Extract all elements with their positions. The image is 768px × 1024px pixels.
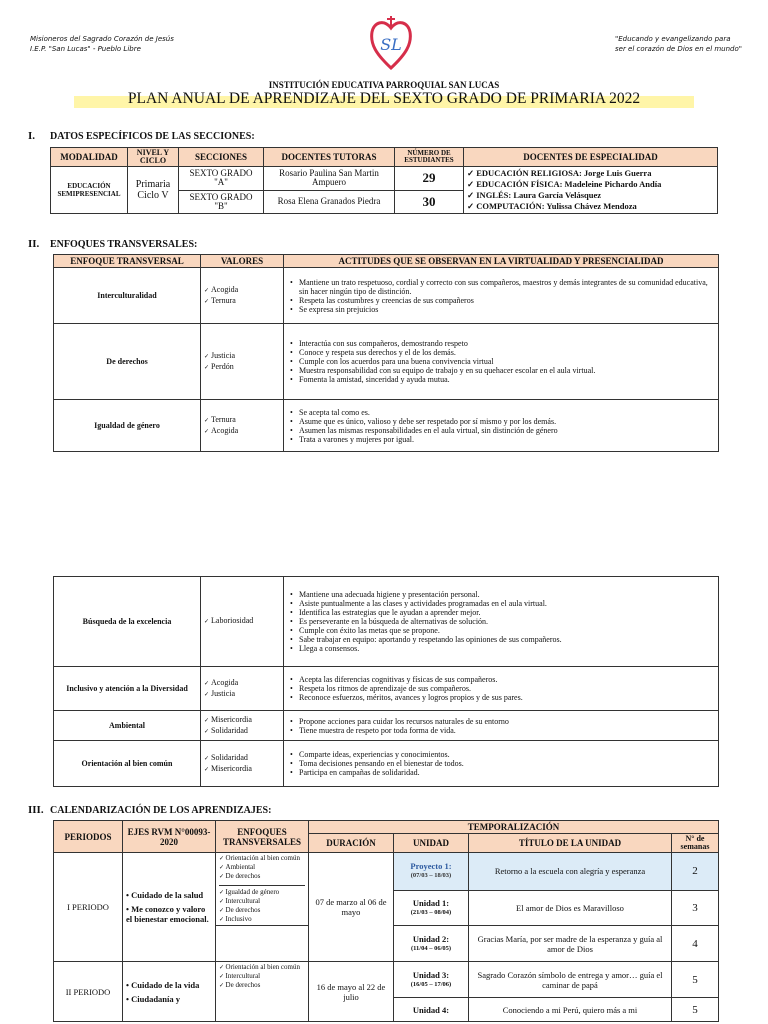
especialidad-fisica-text: EDUCACIÓN FÍSICA: Madeleine Pichardo Andía [476, 179, 662, 189]
enfoque-item: ✓ Inclusivo [219, 915, 305, 924]
actitudes-cell [284, 400, 719, 452]
valores-cell [201, 711, 284, 741]
enfoques-table-b [53, 576, 719, 787]
enfoque-interculturalidad: Interculturalidad [54, 268, 201, 324]
especialidad-computacion-text: COMPUTACIÓN: Yulissa Chávez Mendoza [476, 201, 637, 211]
school-motto-right [615, 34, 742, 54]
especialidad-religion: ✓ EDUCACIÓN RELIGIOSA: Jorge Luis Guerra [467, 168, 652, 178]
list-item: • Sabe trabajar en equipo: aportando y respetando las opiniones de sus compañeros. [299, 635, 715, 644]
calendar-table [53, 820, 719, 1022]
list-item: • Asumen las mismas responsabilidades en el aula virtual, sin distinción de género [299, 426, 715, 435]
col-especialidad: DOCENTES DE ESPECIALIDAD [464, 148, 718, 167]
unit-weeks: 2 [672, 853, 719, 891]
list-item: • Respeta las costumbres y creencias de sus compañeros [299, 296, 715, 305]
list-item: • Reconoce esfuerzos, méritos, avances y logros propios y de sus pares. [299, 693, 715, 702]
periodo-1-cell: I PERIODO [54, 853, 123, 962]
col-ejes: EJES RVM N°00093-2020 [123, 821, 216, 853]
valor-item: ✓ Laboriosidad [204, 616, 280, 627]
enfoque-item: ✓ Intercultural [219, 897, 305, 906]
list-item: • Acepta las diferencias cognitivas y físicas de sus compañeros. [299, 675, 715, 684]
unit-cell: Unidad 4: [394, 998, 469, 1022]
especialidad-ingles-text: INGLÉS: Laura García Velásquez [476, 190, 602, 200]
actitudes-cell [284, 741, 719, 787]
col-duracion: DURACIÓN [309, 834, 394, 853]
periodo-2-cell: II PERIODO [54, 962, 123, 1022]
plan-title: PLAN ANUAL DE APRENDIZAJE DEL SEXTO GRADO DE PRIMARIA 2022 [74, 90, 694, 108]
eje-item: • Me conozco y valoro el bienestar emocional. [126, 904, 212, 924]
calendar-header-row-1 [54, 821, 719, 834]
enfoques-header-row [54, 255, 719, 268]
col-secciones: SECCIONES [179, 148, 264, 167]
unit-weeks: 3 [672, 890, 719, 925]
list-item: • Llega a consensos. [299, 644, 715, 653]
unit-dates: (07/03 – 18/03) [410, 872, 452, 880]
list-item: • Se acepta tal como es. [299, 408, 715, 417]
especialidad-fisica: ✓ EDUCACIÓN FÍSICA: Madeleine Pichardo Andía [467, 179, 662, 189]
enfoque-item: ✓ De derechos [219, 872, 305, 881]
valor-item: ✓ Acogida [204, 426, 280, 437]
valores-cell [201, 741, 284, 787]
unit-label: Unidad 1: [412, 897, 450, 908]
nivel-cell: Primaria Ciclo V [128, 167, 179, 214]
section-1-heading [28, 130, 255, 142]
table-row [54, 324, 719, 400]
heart-logo-icon [368, 10, 414, 72]
unit-weeks: 4 [672, 926, 719, 962]
table-row [54, 741, 719, 787]
enfoque-item: ✓ De derechos [219, 906, 305, 915]
enfoques-cell-2 [216, 926, 309, 962]
unit-dates: (21/03 – 08/04) [410, 908, 452, 916]
unit-dates: (16/05 – 17/06) [410, 980, 452, 988]
list-item: • Mantiene un trato respetuoso, cordial y correcto con sus compañeros, maestros y demás integrantes de su comunidad educativa, sin hacer ningún tipo de distinción. [299, 278, 715, 296]
table-row [54, 268, 719, 324]
col-semanas: N° de semanas [672, 834, 719, 853]
valor-item: ✓ Misericordia [204, 764, 280, 775]
institution-name: INSTITUCIÓN EDUCATIVA PARROQUIAL SAN LUCAS [268, 80, 500, 90]
list-item: • Mantiene una adecuada higiene y presentación personal. [299, 590, 715, 599]
valor-item: ✓ Solidaridad [204, 726, 280, 737]
section-3-heading [28, 804, 271, 816]
enfoques-table-a [53, 254, 719, 452]
enfoque-item: ✓ De derechos [219, 981, 305, 990]
eje-item: • Cuidado de la salud [126, 890, 212, 900]
students-b-cell: 30 [395, 190, 464, 214]
unit-dates: (11/04 – 06/05) [410, 944, 452, 952]
valores-cell [201, 400, 284, 452]
section-1-title: DATOS ESPECÍFICOS DE LAS SECCIONES: [50, 131, 255, 142]
enfoque-derechos: De derechos [54, 324, 201, 400]
col-valores: VALORES [201, 255, 284, 268]
unit-cell [394, 962, 469, 998]
list-item: • Cumple con éxito las metas que se propone. [299, 626, 715, 635]
especialidad-computacion: ✓ COMPUTACIÓN: Yulissa Chávez Mendoza [467, 201, 637, 211]
valor-item: ✓ Justicia [204, 351, 280, 362]
list-item: • Identifica las estrategias que le ayudan a aprender mejor. [299, 608, 715, 617]
unit-title: Gracias María, por ser madre de la esperanza y guía al amor de Dios [469, 926, 672, 962]
motto-line-1: "Educando y evangelizando para [615, 35, 731, 43]
list-item: • Tiene muestra de respeto por toda forma de vida. [299, 726, 715, 735]
duracion-2-cell: 16 de mayo al 22 de julio [309, 962, 394, 1022]
list-item: • Asiste puntualmente a las clases y actividades programadas en el aula virtual. [299, 599, 715, 608]
students-a-cell: 29 [395, 167, 464, 191]
table-row [54, 667, 719, 711]
especialidad-ingles: ✓ INGLÉS: Laura García Velásquez [467, 190, 602, 200]
valor-item: ✓ Acogida [204, 678, 280, 689]
list-item: • Trata a varones y mujeres por igual. [299, 435, 715, 444]
section-1-number: I. [28, 130, 36, 142]
valor-item: ✓ Perdón [204, 362, 280, 373]
unit-title: Conociendo a mi Perú, quiero más a mi [469, 998, 672, 1022]
col-actitudes: ACTITUDES QUE SE OBSERVAN EN LA VIRTUALIDAD Y PRESENCIALIDAD [284, 255, 719, 268]
school-logo [368, 10, 414, 72]
valor-item: ✓ Misericordia [204, 715, 280, 726]
eje-item: • Ciudadanía y [126, 994, 212, 1004]
actitudes-cell [284, 711, 719, 741]
table-row [54, 711, 719, 741]
list-item: • Participa en campañas de solidaridad. [299, 768, 715, 777]
seccion-a-cell: SEXTO GRADO "A" [179, 167, 264, 191]
list-item: • Toma decisiones pensando en el bienestar de todos. [299, 759, 715, 768]
col-nivel: NIVEL Y CICLO [128, 148, 179, 167]
enfoque-item: ✓ Orientación al bien común [219, 854, 305, 863]
unit-label: Unidad 3: [412, 969, 450, 980]
col-enfoque: ENFOQUE TRANSVERSAL [54, 255, 201, 268]
congregation-name: Misioneros del Sagrado Corazón de Jesús [30, 35, 174, 43]
valor-item: ✓ Ternura [204, 296, 280, 307]
enfoque-item: ✓ Intercultural [219, 972, 305, 981]
table-row [54, 962, 719, 998]
actitudes-cell [284, 268, 719, 324]
enfoques-cell [216, 853, 309, 926]
col-periodos: PERIODOS [54, 821, 123, 853]
seccion-b-cell: SEXTO GRADO "B" [179, 190, 264, 214]
sections-table [50, 147, 718, 214]
valores-cell [201, 324, 284, 400]
list-item: • Propone acciones para cuidar los recursos naturales de su entorno [299, 717, 715, 726]
valores-cell [201, 268, 284, 324]
list-item: • Conoce y respeta sus derechos y el de los demás. [299, 348, 715, 357]
table-row [54, 577, 719, 667]
list-item: • Cumple con los acuerdos para una buena convivencia virtual [299, 357, 715, 366]
section-2-title: ENFOQUES TRANSVERSALES: [50, 239, 198, 250]
valor-item: ✓ Justicia [204, 689, 280, 700]
enfoques-cell [216, 962, 309, 1022]
list-item: • Asume que es único, valioso y debe ser respetado por sí mismo y por los demás. [299, 417, 715, 426]
enfoque-item: ✓ Orientación al bien común [219, 963, 305, 972]
unit-cell [394, 926, 469, 962]
enfoque-item: ✓ Igualdad de género [219, 885, 305, 897]
section-3-title: CALENDARIZACIÓN DE LOS APRENDIZAJES: [50, 805, 272, 816]
col-modalidad: MODALIDAD [51, 148, 128, 167]
unit-title: Sagrado Corazón símbolo de entrega y amor… guía el caminar de papá [469, 962, 672, 998]
unit-cell [394, 853, 469, 891]
table-row [51, 167, 718, 191]
unit-weeks: 5 [672, 962, 719, 998]
enfoque-item: ✓ Ambiental [219, 863, 305, 872]
list-item: • Es perseverante en la búsqueda de alternativas de solución. [299, 617, 715, 626]
especialidad-religion-text: EDUCACIÓN RELIGIOSA: Jorge Luis Guerra [476, 168, 652, 178]
list-item: • Comparte ideas, experiencias y conocimientos. [299, 750, 715, 759]
eje-item: • Cuidado de la vida [126, 980, 212, 990]
actitudes-cell [284, 324, 719, 400]
enfoque-igualdad: Igualdad de género [54, 400, 201, 452]
school-name-small: I.E.P. "San Lucas" - Pueblo Libre [30, 45, 141, 53]
valor-item: ✓ Solidaridad [204, 753, 280, 764]
col-enfoques: ENFOQUES TRANSVERSALES [216, 821, 309, 853]
col-tutoras: DOCENTES TUTORAS [264, 148, 395, 167]
valores-cell [201, 577, 284, 667]
actitudes-cell [284, 577, 719, 667]
tutora-a-cell: Rosario Paulina San Martin Ampuero [264, 167, 395, 191]
col-unidad: UNIDAD [394, 834, 469, 853]
valor-item: ✓ Acogida [204, 285, 280, 296]
modalidad-cell: EDUCACIÓN SEMIPRESENCIAL [51, 167, 128, 214]
table-row [54, 853, 719, 891]
sections-header-row [51, 148, 718, 167]
list-item: • Muestra responsabilidad con su equipo de trabajo y en su quehacer escolar en el aula virtual. [299, 366, 715, 375]
list-item: • Fomenta la amistad, sinceridad y ayuda mutua. [299, 375, 715, 384]
unit-cell [394, 890, 469, 925]
motto-line-2: ser el corazón de Dios en el mundo" [615, 45, 742, 53]
col-numero: NÚMERO DE ESTUDIANTES [395, 148, 464, 167]
unit-title: Retorno a la escuela con alegría y esperanza [469, 853, 672, 891]
unit-weeks: 5 [672, 998, 719, 1022]
enfoque-ambiental: Ambiental [54, 711, 201, 741]
actitudes-cell [284, 667, 719, 711]
especialidad-cell [464, 167, 718, 214]
tutora-b-cell: Rosa Elena Granados Piedra [264, 190, 395, 214]
ejes-cell [123, 853, 216, 962]
col-titulo: TÍTULO DE LA UNIDAD [469, 834, 672, 853]
unit-label: Unidad 2: [412, 933, 450, 944]
enfoque-bien-comun: Orientación al bien común [54, 741, 201, 787]
enfoque-excelencia: Búsqueda de la excelencia [54, 577, 201, 667]
ejes-cell [123, 962, 216, 1022]
col-temporalizacion: TEMPORALIZACIÓN [309, 821, 719, 834]
unit-title: El amor de Dios es Maravilloso [469, 890, 672, 925]
section-2-heading [28, 238, 197, 250]
enfoque-inclusivo: Inclusivo y atención a la Diversidad [54, 667, 201, 711]
duracion-1-cell: 07 de marzo al 06 de mayo [309, 853, 394, 962]
school-motto-left [30, 34, 174, 54]
section-3-number: III. [28, 804, 44, 816]
valor-item: ✓ Ternura [204, 415, 280, 426]
list-item: • Interactúa con sus compañeros, demostrando respeto [299, 339, 715, 348]
section-2-number: II. [28, 238, 40, 250]
unit-label: Proyecto 1: [410, 861, 452, 872]
list-item: • Respeta los ritmos de aprendizaje de sus compañeros. [299, 684, 715, 693]
svg-text:SL: SL [380, 35, 402, 54]
valores-cell [201, 667, 284, 711]
list-item: • Se expresa sin prejuicios [299, 305, 715, 314]
table-row [54, 400, 719, 452]
